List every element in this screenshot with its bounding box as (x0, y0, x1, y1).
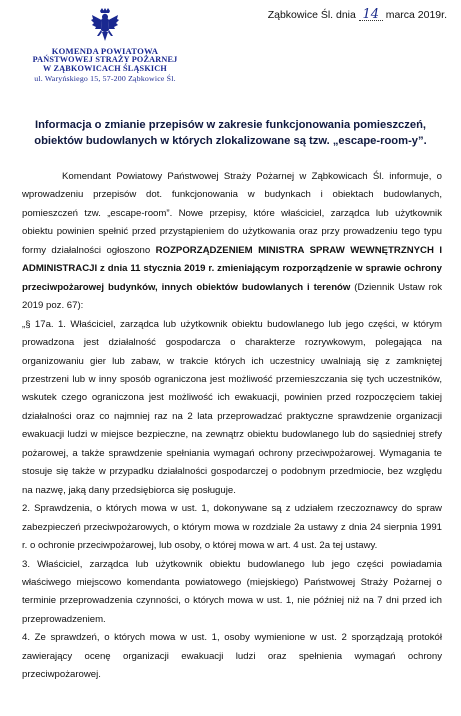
title-line-2: obiektów budowlanych w których zlokalizowane są tzw. „escape-room-y”. (34, 135, 427, 147)
polish-eagle-emblem-icon (90, 8, 120, 44)
date-day-handwritten: 14 (359, 9, 383, 21)
intro-text: Komendant Powiatowy Państwowej Straży Pożarnej w Ząbkowicach Śl. informuje, o wprowadzeniu przepisów dot. funkcjonowania w budynkach i obiektach budowlanych, pomieszczeń tzw. „escape-room”. Nowe przepisy, które właściciel, zarządca lub użytkownik obiektu powinien spełnić przed przystąpieniem do użytkowania oraz przy prowadzeniu tego typu formy działalności ogłoszono (22, 171, 442, 256)
stamp-line-2: PAŃSTWOWEJ STRAŻY POŻARNEJ (32, 55, 178, 64)
document-body (22, 168, 442, 685)
date-suffix: marca 2019r. (385, 9, 447, 21)
section-17a-3: 3. Właściciel, zarządca lub użytkownik obiektu budowlanego lub jego części powiadamia właściwego miejscowo komendanta powiatowego (miejskiego) Państwowej Straży Pożarnej o terminie przeprowadzenia czynności, o których mowa w ust. 1, nie później niż na 7 dni przed ich przeprowadzeniem. (22, 558, 442, 625)
letterhead-stamp (20, 8, 190, 83)
document-title (20, 117, 441, 149)
stamp-address: ul. Waryńskiego 15, 57-200 Ząbkowice Śl. (34, 74, 176, 83)
journal-reference: (Dziennik Ustaw rok 2019 poz. 67): (22, 281, 442, 312)
document-date (268, 9, 447, 21)
intro-paragraph (22, 168, 442, 316)
section-17a-1: „§ 17a. 1. Właściciel, zarządca lub użytkownik obiektu budowlanego lub jego części, w którym prowadzona jest działalność gospodarcza o charakterze rozrywkowym, polegająca na organizowaniu gier lub zabaw, w trakcie których ich uczestnicy uwalniają się z zamkniętej przestrzeni lub w inny sposób ograniczona jest możliwość przemieszczania się tych uczestników, wskutek czego ograniczona jest możliwość ich ewakuacji, powinien przed rozpoczęciem takiej działalności oraz co najmniej raz na 2 lata przeprowadzać praktyczne sprawdzenie organizacji ewakuacji ludzi w miejsce bezpieczne, na zewnątrz obiektu budowlanego lub do sąsiedniej strefy pożarowej, a także sprawdzenie spełniania wymagań ochrony przeciwpożarowej. Wymagania te stosuje się także w przypadku działalności gospodarczej o podobnym przedmiocie, bez względu na nazwę, jaką dany przedsiębiorca się posługuje. (22, 318, 442, 496)
title-line-1: Informacja o zmianie przepisów w zakresie funkcjonowania pomieszczeń, (34, 119, 427, 131)
stamp-line-3: W ZĄBKOWICACH ŚLĄSKICH (43, 64, 167, 73)
regulation-title: ROZPORZĄDZENIEM MINISTRA SPRAW WEWNĘTRZNYCH I ADMINISTRACJI z dnia 11 stycznia 2019 r. zmieniającym rozporządzenie w sprawie ochrony przeciwpożarowej budynków, innych obiektów budowlanych i terenów (22, 244, 442, 293)
stamp-line-1: KOMENDA POWIATOWA (51, 46, 159, 56)
section-17a-2: 2. Sprawdzenia, o których mowa w ust. 1, dokonywane są z udziałem rzeczoznawcy do spraw zabezpieczeń przeciwpożarowych, o którym mowa w rozdziale 2a ustawy z dnia 24 sierpnia 1991 r. o ochronie przeciwpożarowej, lub osoby, o której mowa w art. 4 ust. 2a tej ustawy. (22, 503, 442, 552)
section-17a-4: 4. Ze sprawdzeń, o których mowa w ust. 1, osoby wymienione w ust. 2 sporządzają protokół zawierający ocenę organizacji ewakuacji ludzi oraz spełnienia wymagań ochrony przeciwpożarowej. (22, 632, 442, 681)
date-prefix: Ząbkowice Śl. dnia (267, 9, 356, 21)
